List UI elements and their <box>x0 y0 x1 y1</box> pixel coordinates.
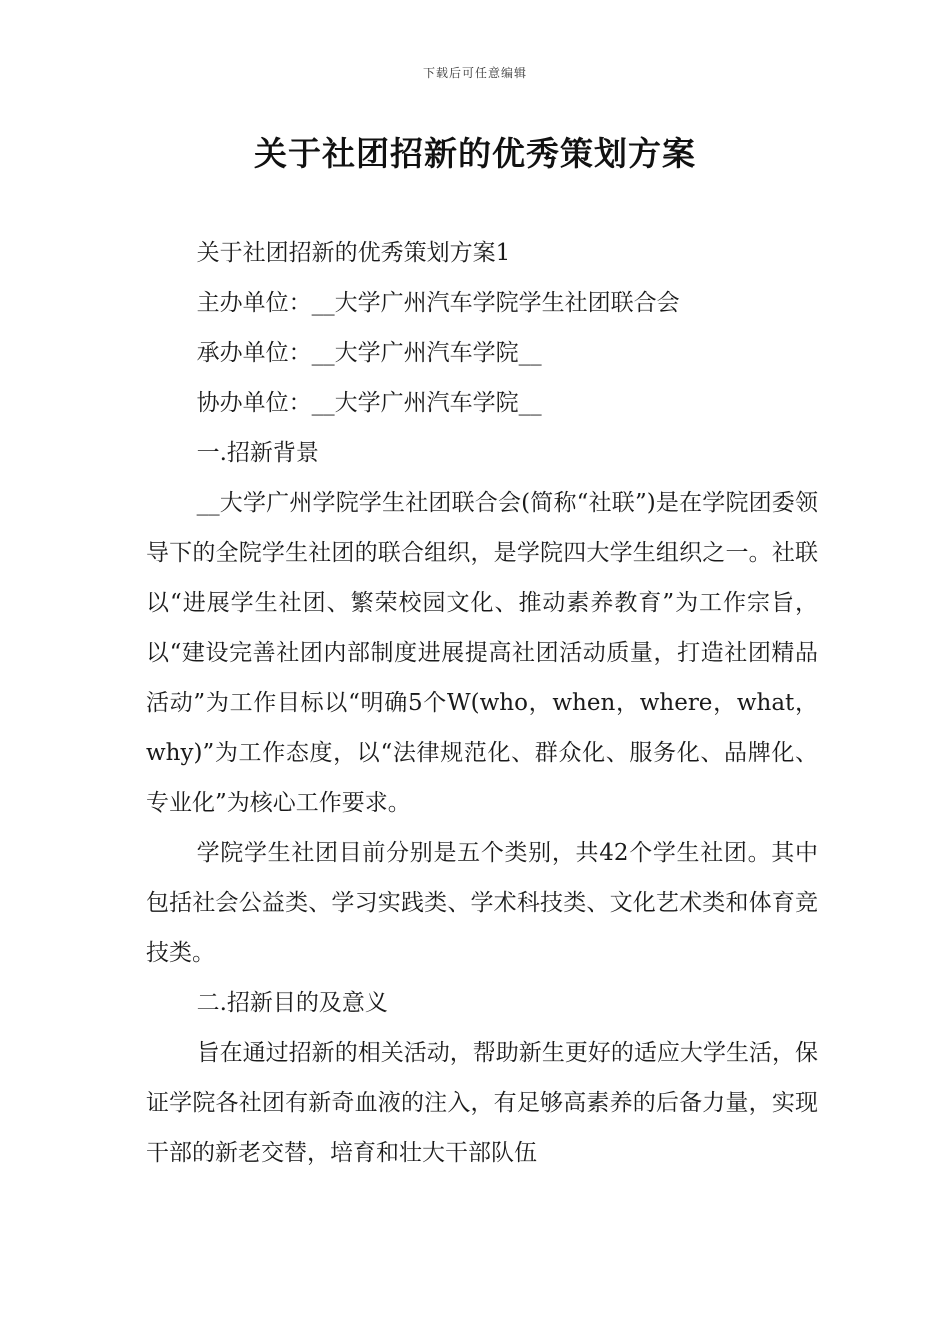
paragraph-plan-heading: 关于社团招新的优秀策划方案1 <box>196 240 511 266</box>
section-heading-background: 一.招新背景 <box>196 440 319 466</box>
paragraph-club-categories: 学院学生社团目前分别是五个类别，共42个学生社团。其中包括社会公益类、学习实践类、学术科技类、文化艺术类和体育竞技类。 <box>146 840 818 966</box>
document-body <box>146 228 818 1178</box>
paragraph-co-organizer: 协办单位：__大学广州汽车学院__ <box>196 390 542 416</box>
header-note: 下载后可任意编辑 <box>422 66 527 80</box>
paragraph-background: __大学广州学院学生社团联合会(简称“社联”)是在学院团委领导下的全院学生社团的联合组织，是学院四大学生组织之一。社联以“进展学生社团、繁荣校园文化、推动素养教育”为工作宗旨，以“建设完善社团内部制度进展提高社团活动质量，打造社团精品活动”为工作目标以“明确5个W(who，when，where，what，why)”为工作态度，以“法律规范化、群众化、服务化、品牌化、专业化”为核心工作要求。 <box>146 490 818 816</box>
paragraph-organizer: 主办单位：__大学广州汽车学院学生社团联合会 <box>196 290 680 316</box>
paragraph-host: 承办单位：__大学广州汽车学院__ <box>196 340 542 366</box>
paragraph-purpose: 旨在通过招新的相关活动，帮助新生更好的适应大学生活，保证学院各社团有新奇血液的注入，有足够高素养的后备力量，实现干部的新老交替，培育和壮大干部队伍 <box>146 1040 818 1166</box>
document-title: 关于社团招新的优秀策划方案 <box>254 134 696 173</box>
section-heading-purpose: 二.招新目的及意义 <box>196 990 388 1016</box>
